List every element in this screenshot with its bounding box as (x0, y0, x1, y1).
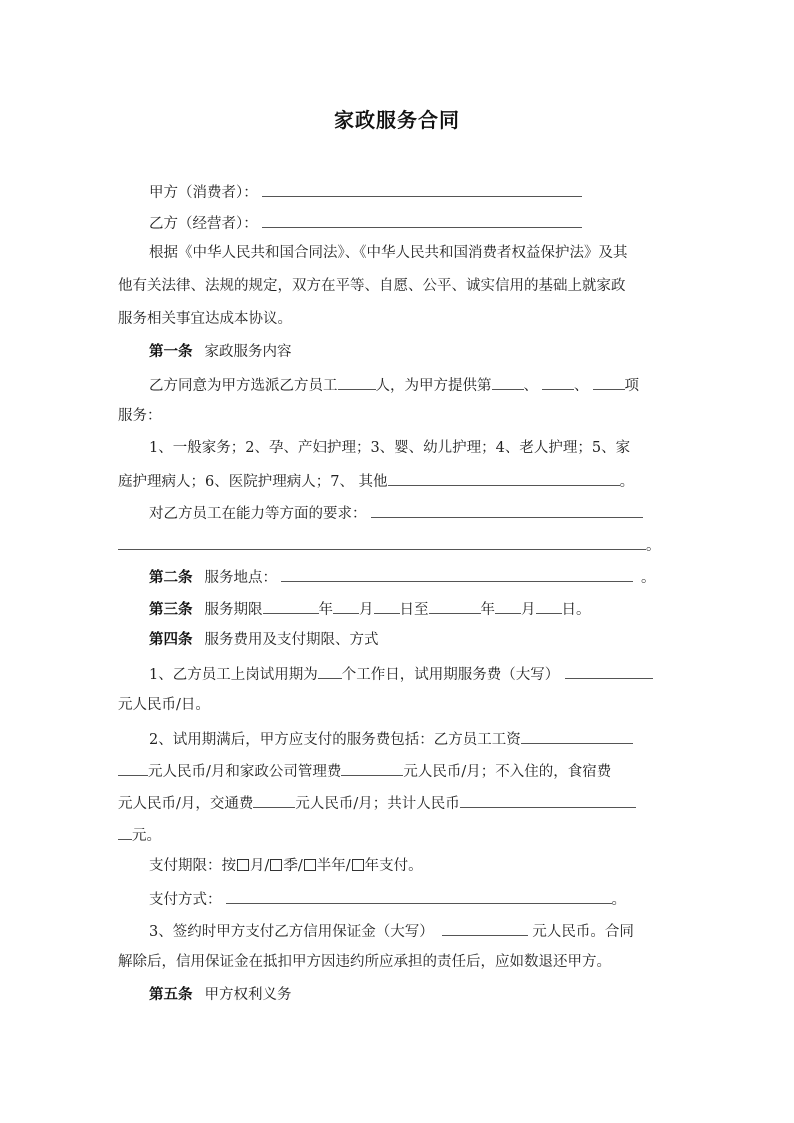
payment-method-row (149, 888, 719, 910)
party-a-label: 甲方（消费者）： (149, 185, 258, 201)
payment-term-row (149, 856, 719, 876)
text: 日。 (561, 602, 591, 618)
other-service-field[interactable] (388, 470, 620, 486)
text: 元人民币/月；不入住的，食宿费 (403, 764, 612, 780)
text: 支付期限：按 (149, 858, 236, 874)
clause-4-1-cont: 元人民币/日。 (118, 697, 210, 713)
service-item-field-3[interactable] (593, 374, 625, 390)
service-location-field[interactable] (281, 566, 633, 582)
wage-field[interactable] (521, 728, 633, 744)
article-1-para-1 (149, 374, 719, 396)
document-title: 家政服务合同 (334, 108, 460, 132)
checkbox-quarterly[interactable] (270, 859, 282, 871)
trial-fee-field[interactable] (565, 663, 653, 679)
clause-4-3 (149, 920, 719, 942)
text: 、 (523, 378, 538, 394)
text: 3、签约时甲方支付乙方信用保证金（大写） (149, 924, 434, 940)
text: 月 (521, 602, 536, 618)
text: 1、乙方员工上岗试用期为 (149, 667, 318, 683)
text: 元人民币/月和家政公司管理费 (148, 764, 342, 780)
text: 元。 (132, 828, 161, 844)
end-year-field[interactable] (429, 598, 481, 614)
deposit-field[interactable] (442, 920, 528, 936)
text: 月 (359, 602, 374, 618)
end-day-field[interactable] (536, 598, 562, 614)
text: 元人民币。合同 (527, 924, 634, 940)
preamble-line-2: 他有关法律、法规的规定，双方在平等、自愿、公平、诚实信用的基础上就家政 (118, 278, 626, 294)
article-5-number: 第五条 (149, 986, 193, 1003)
text: 元人民币/月，交通费 (118, 796, 254, 812)
clause-4-3-cont: 解除后，信用保证金在抵扣甲方因违约所应承担的责任后，应如数退还甲方。 (118, 954, 611, 970)
article-1-title: 家政服务内容 (204, 344, 292, 360)
preamble-line-3: 服务相关事宜达成本协议。 (118, 311, 292, 327)
payment-method-field[interactable] (226, 888, 612, 904)
end-month-field[interactable] (495, 598, 521, 614)
text: 元人民币/月；共计人民币 (295, 796, 460, 812)
text: 半年/ (316, 858, 351, 874)
service-item-field-2[interactable] (542, 374, 574, 390)
article-1-para-1-cont: 服务： (118, 408, 162, 424)
article-3-row (149, 598, 719, 620)
text: 、 (574, 378, 589, 394)
service-items-line-2 (118, 470, 688, 492)
article-5-title: 甲方权利义务 (204, 987, 292, 1003)
article-1-number: 第一条 (149, 343, 193, 360)
text: 2、试用期满后，甲方应支付的服务费包括：乙方员工工资 (149, 732, 521, 748)
service-items-line-1: 1、一般家务；2、孕、产妇护理；3、婴、幼儿护理；4、老人护理；5、家 (149, 440, 631, 456)
party-b-row (149, 212, 719, 234)
total-fee-field[interactable] (460, 792, 636, 808)
party-a-row (149, 181, 719, 203)
article-2-number: 第二条 (149, 569, 193, 586)
management-fee-field[interactable] (341, 760, 403, 776)
clause-4-2-cont-3 (118, 824, 688, 846)
requirement-row-cont (118, 534, 688, 556)
text: 人，为甲方提供第 (375, 378, 492, 394)
clause-4-2-cont-2 (118, 792, 688, 814)
article-4-title: 服务费用及支付期限、方式 (204, 632, 379, 648)
article-4-number: 第四条 (149, 631, 193, 648)
clause-4-1 (149, 663, 719, 685)
transport-fee-field[interactable] (253, 792, 295, 808)
article-2-title: 服务地点： (204, 570, 277, 586)
text: 年 (318, 602, 333, 618)
party-b-field[interactable] (262, 212, 582, 228)
requirement-label: 对乙方员工在能力等方面的要求： (149, 506, 367, 522)
clause-4-2 (149, 728, 719, 750)
text: 个工作日，试用期服务费（大写） (341, 667, 560, 683)
service-item-field-1[interactable] (492, 374, 524, 390)
start-month-field[interactable] (333, 598, 359, 614)
article-5-header (149, 985, 719, 1005)
clause-4-2-cont-1 (118, 760, 688, 782)
article-3-number: 第三条 (149, 601, 193, 618)
text: 庭护理病人；6、医院护理病人；7、 其他 (118, 474, 388, 490)
text: 。 (641, 570, 656, 586)
staff-count-field[interactable] (338, 374, 376, 390)
requirement-field[interactable] (371, 502, 643, 518)
wage-field-cont[interactable] (118, 760, 148, 776)
article-3-title: 服务期限 (204, 602, 263, 618)
checkbox-monthly[interactable] (237, 859, 249, 871)
requirement-row (149, 502, 719, 524)
trial-days-field[interactable] (318, 663, 342, 679)
text: 年支付。 (364, 858, 423, 874)
text: 。 (646, 538, 661, 554)
text: 。 (611, 892, 626, 908)
text: 季/ (283, 858, 303, 874)
article-1-header (149, 342, 719, 362)
text: 月/ (250, 858, 270, 874)
text: 年 (480, 602, 495, 618)
text: 。 (619, 474, 635, 490)
party-b-label: 乙方（经营者）： (149, 216, 258, 232)
preamble-line-1: 根据《中华人民共和国合同法》、《中华人民共和国消费者权益保护法》及其 (149, 245, 628, 261)
text: 项 (624, 378, 639, 394)
total-fee-field-cont[interactable] (118, 824, 132, 840)
article-2-row (149, 566, 719, 588)
text: 日至 (399, 602, 429, 618)
start-year-field[interactable] (263, 598, 319, 614)
checkbox-yearly[interactable] (352, 859, 364, 871)
checkbox-half-year[interactable] (304, 859, 316, 871)
start-day-field[interactable] (374, 598, 400, 614)
payment-method-label: 支付方式： (149, 892, 222, 908)
text: 乙方同意为甲方选派乙方员工 (149, 378, 338, 394)
article-4-header (149, 630, 719, 650)
party-a-field[interactable] (262, 181, 582, 197)
requirement-field-cont[interactable] (118, 534, 646, 550)
